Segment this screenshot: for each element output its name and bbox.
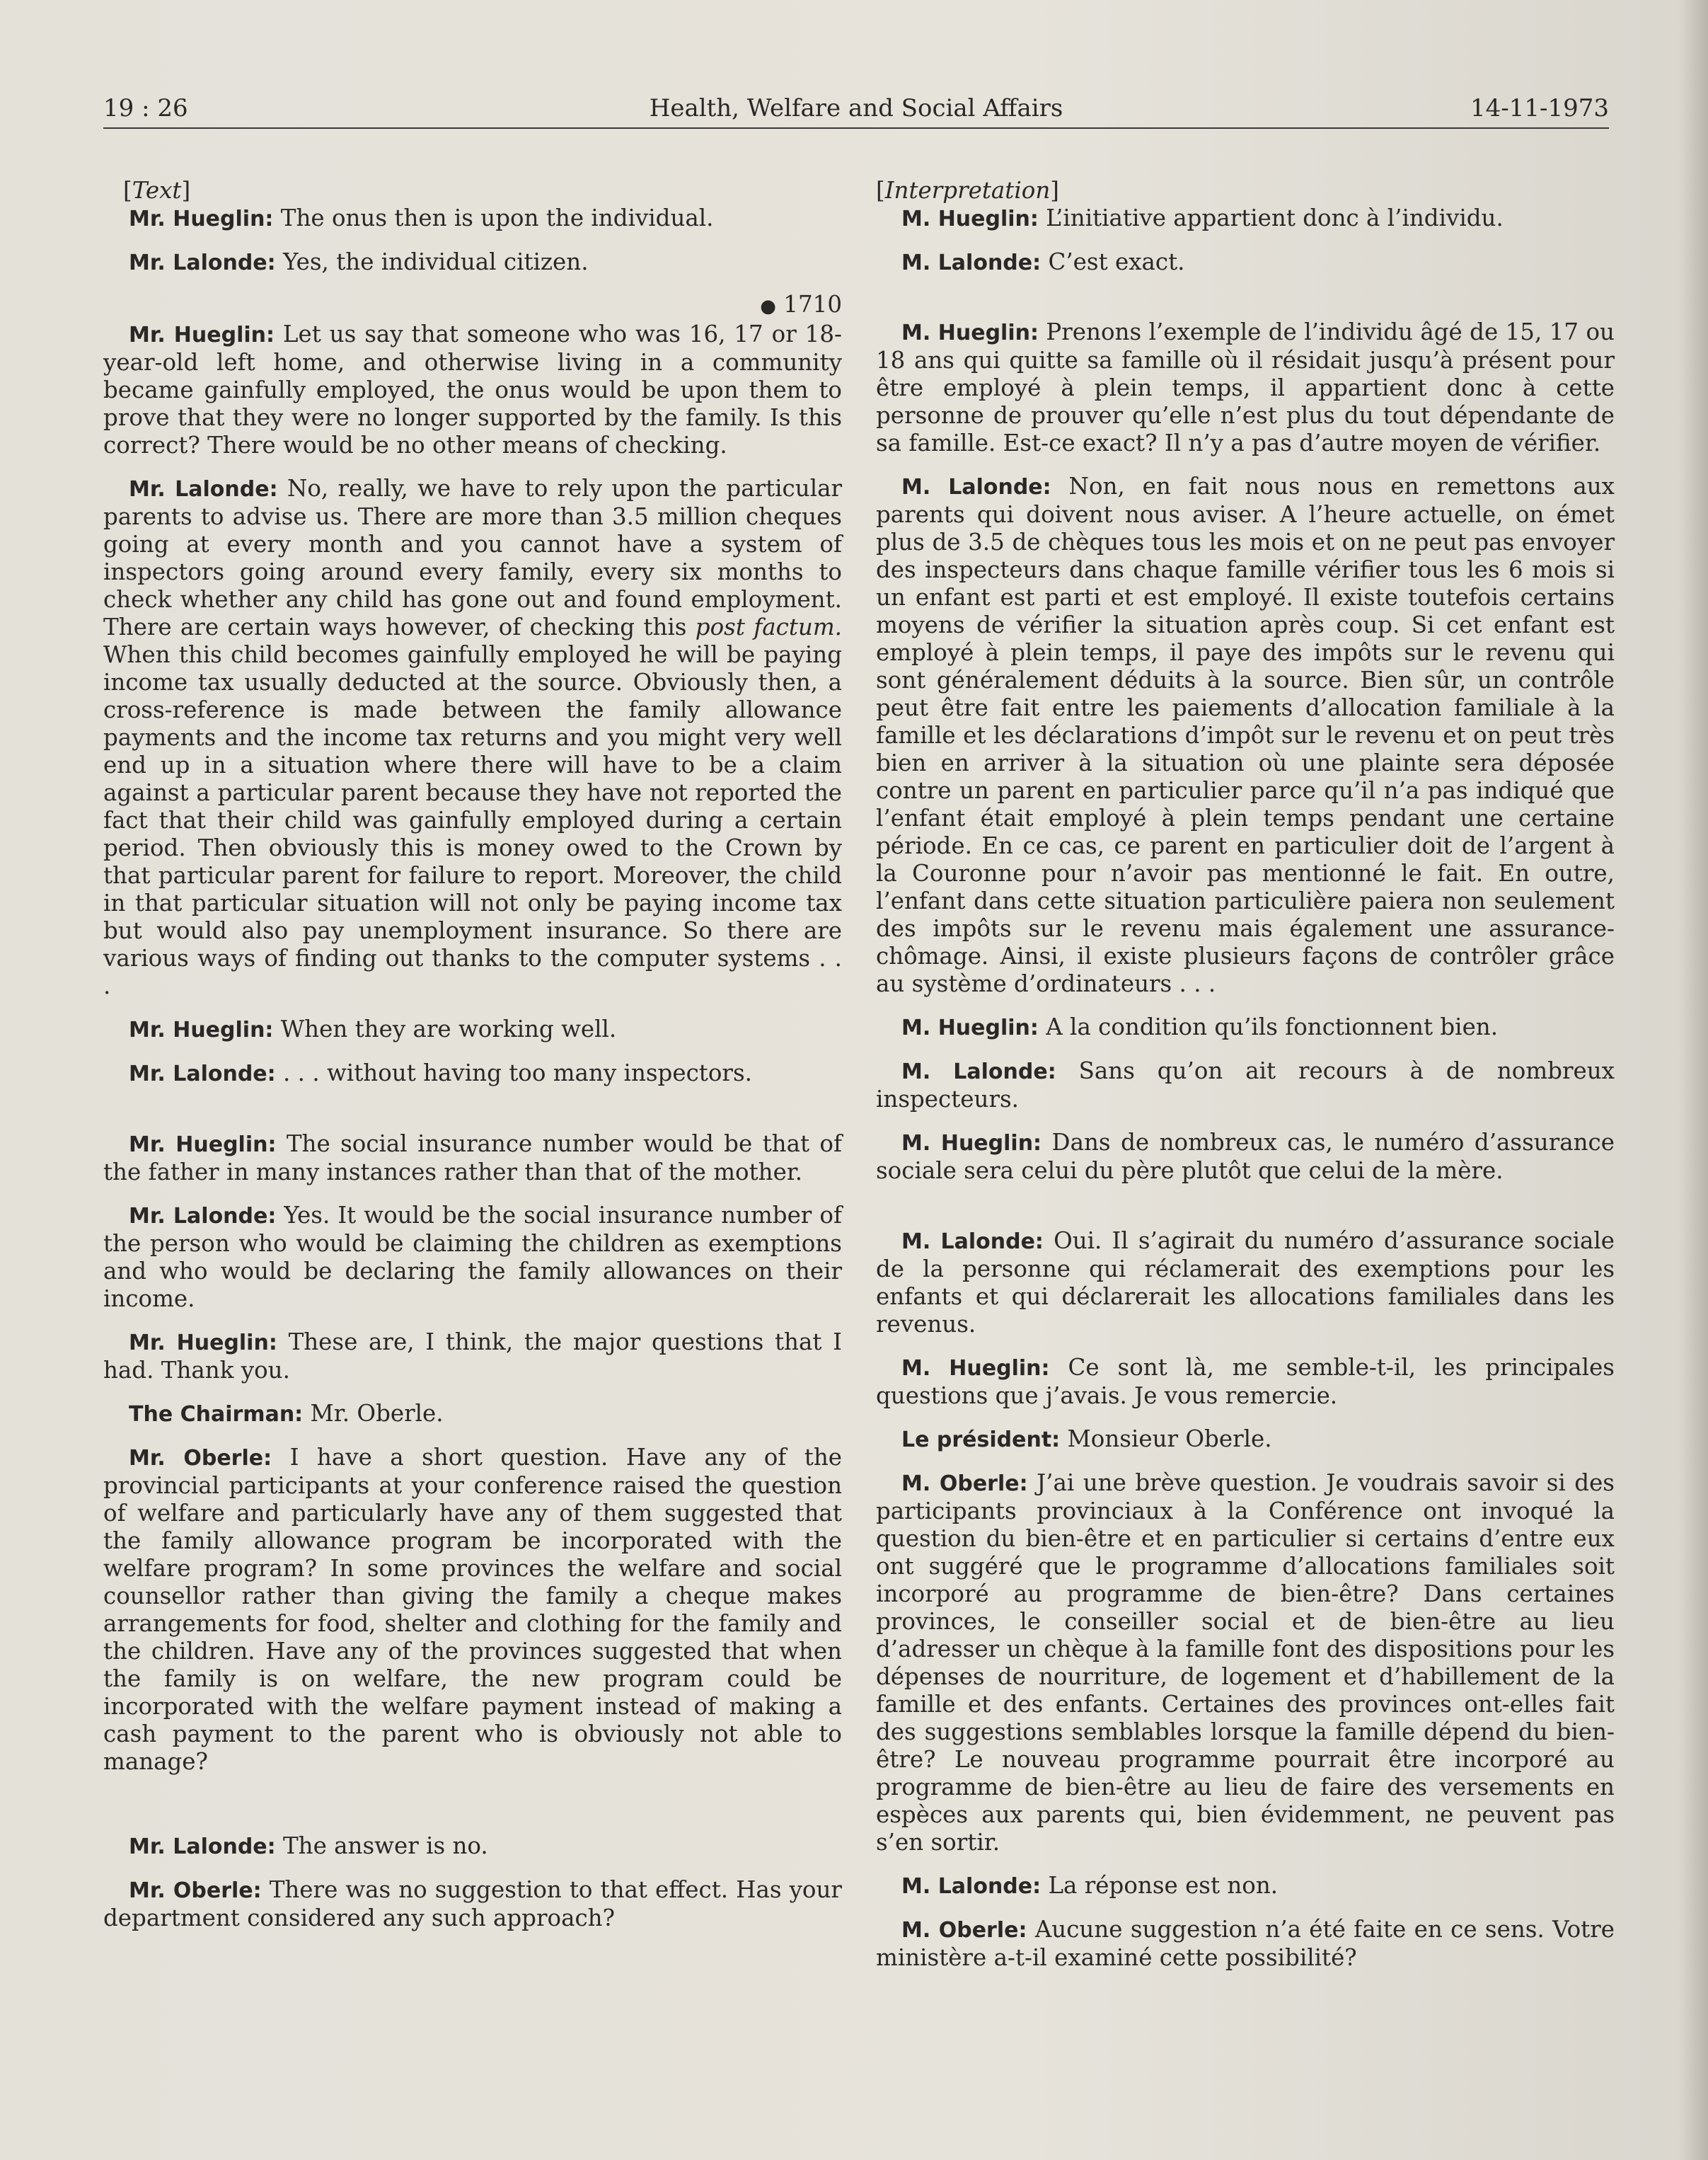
speech-paragraph: M. Lalonde: La réponse est non. bbox=[901, 1872, 1279, 1899]
speaker-name: M. Lalonde: bbox=[901, 1874, 1041, 1899]
speech-paragraph: Mr. Oberle: There was no suggestion to that effect. Has your department considered any such approach? bbox=[103, 1876, 842, 1931]
speaker-name: Le président: bbox=[901, 1427, 1061, 1452]
speech-paragraph: M. Hueglin: Ce sont là, me semble-t-il, les principales questions que j’avais. Je vous remercie. bbox=[876, 1354, 1615, 1409]
speech-paragraph: M. Lalonde: Non, en fait nous nous en remettons aux parents qui doivent nous aviser. A l’heure actuelle, on émet plus de 3.5 de chèques tous les mois et on ne peut pas envoyer des inspecteurs dans chaque famille vérifier tous les 6 mois si un enfant est parti et est employé. Il existe toutefois certains moyens de vérifier la situation après coup. Si cet enfant est employé à plein temps, il paye des impôts sur le revenu qui sont généralement déduits à la source. Bien sûr, un contrôle peut être fait entre les paiements d’allocation familiale à la famille et les déclarations d’impôt sur le revenu et on peut très bien en arriver à la situation où une plainte sera déposée contre un parent en particulier parce qu’il n’a pas indiqué que l’enfant était employé à plein temps pendant une certaine période. En ce cas, ce parent en particulier doit de l’argent à la Couronne pour n’avoir pas mentionné le fait. En outre, l’enfant dans cette situation particulière paiera non seulement des impôts sur le revenu mais également une assurance-chômage. Ainsi, il existe plusieurs façons de contrôler grâce au système d’ordinateurs . . . bbox=[876, 473, 1615, 997]
speech-paragraph: Mr. Hueglin: Let us say that someone who was 16, 17 or 18-year-old left home, and otherwise living in a community became gainfully employed, the onus would be upon them to prove that they were no longer supported by the family. Is this correct? There would be no other means of checking. bbox=[103, 321, 842, 459]
column-label: [Text] bbox=[123, 177, 191, 204]
speaker-name: M. Hueglin: bbox=[901, 207, 1039, 231]
speaker-name: Mr. Oberle: bbox=[129, 1878, 262, 1903]
page-number: 19 : 26 bbox=[103, 94, 188, 122]
speaker-name: M. Lalonde: bbox=[901, 1229, 1044, 1254]
speaker-name: Mr. Hueglin: bbox=[129, 1132, 277, 1157]
speech-paragraph: M. Oberle: Aucune suggestion n’a été faite en ce sens. Votre ministère a-t-il examiné cette possibilité? bbox=[876, 1916, 1615, 1971]
speech-paragraph: Le président: Monsieur Oberle. bbox=[901, 1425, 1272, 1452]
speaker-name: M. Hueglin: bbox=[901, 321, 1039, 345]
speech-paragraph: Mr. Lalonde: No, really, we have to rely upon the particular parents to advise us. There are more than 3.5 million cheques going at every month and you cannot have a system of inspectors going around every family, every six months to check whether any child has gone out and found employment. There are certain ways however, of checking this post factum. When this child becomes gainfully employed he will be paying income tax usually deducted at the source. Obviously then, a cross-reference is made between the family allowance payments and the income tax returns and you might very well end up in a situation where there will have to be a claim against a particular parent because they have not reported the fact that their child was gainfully employed during a certain period. Then obviously this is money owed to the Crown by that particular parent for failure to report. Moreover, the child in that particular situation will not only be paying income tax but would also pay unemployment insurance. So there are various ways of finding out thanks to the computer systems . . . bbox=[103, 475, 842, 999]
speech-paragraph: M. Hueglin: Dans de nombreux cas, le numéro d’assurance sociale sera celui du père plutôt que celui de la mère. bbox=[876, 1129, 1615, 1184]
speaker-name: Mr. Lalonde: bbox=[129, 251, 276, 275]
page-header bbox=[103, 91, 1609, 126]
speaker-name: Mr. Lalonde: bbox=[129, 1204, 277, 1229]
speaker-name: Mr. Oberle: bbox=[129, 1446, 272, 1471]
speech-paragraph: M. Hueglin: A la condition qu’ils fonctionnent bien. bbox=[901, 1013, 1499, 1040]
speech-paragraph: M. Hueglin: Prenons l’exemple de l’individu âgé de 15, 17 ou 18 ans qui quitte sa famille où il résidait jusqu’à présent pour être employé à plein temps, il appartient donc à cette personne de prouver qu’elle n’est plus du tout dépendante de sa famille. Est-ce exact? Il n’y a pas d’autre moyen de vérifier. bbox=[876, 318, 1615, 456]
speaker-name: The Chairman: bbox=[129, 1402, 304, 1427]
speaker-name: M. Oberle: bbox=[901, 1918, 1027, 1943]
speaker-name: M. Lalonde: bbox=[901, 475, 1051, 500]
speaker-name: M. Lalonde: bbox=[901, 1059, 1056, 1084]
speaker-name: Mr. Lalonde: bbox=[129, 477, 278, 502]
speaker-name: M. Oberle: bbox=[901, 1471, 1028, 1496]
speech-paragraph: Mr. Lalonde: . . . without having too many inspectors. bbox=[129, 1059, 752, 1086]
english-column bbox=[103, 177, 842, 1932]
speech-paragraph: Mr. Lalonde: Yes. It would be the social insurance number of the person who would be claiming the children as exemptions and who would be declaring the family allowances on their income. bbox=[103, 1202, 842, 1312]
speaker-name: M. Hueglin: bbox=[901, 1016, 1039, 1040]
column-label: [Interpretation] bbox=[876, 177, 1059, 204]
speech-paragraph: Mr. Hueglin: The onus then is upon the individual. bbox=[129, 205, 714, 231]
speech-paragraph: M. Lalonde: C’est exact. bbox=[901, 248, 1185, 275]
speaker-name: Mr. Hueglin: bbox=[129, 207, 274, 231]
speech-paragraph: M. Hueglin: L’initiative appartient donc à l’individu. bbox=[901, 205, 1504, 231]
speech-paragraph: M. Lalonde: Oui. Il s’agirait du numéro d’assurance sociale de la personne qui réclamerait des exemptions pour les enfants et qui déclarerait les allocations familiales dans les revenus. bbox=[876, 1227, 1615, 1338]
speaker-name: Mr. Lalonde: bbox=[129, 1062, 276, 1086]
speech-paragraph: Mr. Lalonde: Yes, the individual citizen. bbox=[129, 248, 589, 275]
speech-paragraph: Mr. Hueglin: These are, I think, the major questions that I had. Thank you. bbox=[103, 1328, 842, 1384]
speaker-name: Mr. Hueglin: bbox=[129, 1331, 277, 1355]
speaker-name: Mr. Hueglin: bbox=[129, 323, 275, 347]
header-rule bbox=[103, 127, 1609, 129]
speaker-name: Mr. Lalonde: bbox=[129, 1834, 276, 1859]
emphasis: post factum. bbox=[695, 614, 842, 640]
speech-paragraph: Mr. Lalonde: The answer is no. bbox=[129, 1832, 488, 1859]
header-date: 14-11-1973 bbox=[1470, 94, 1609, 122]
speaker-name: M. Hueglin: bbox=[901, 1131, 1042, 1156]
speaker-name: M. Hueglin: bbox=[901, 1356, 1050, 1381]
speech-paragraph: Mr. Oberle: I have a short question. Have any of the provincial participants at your conference raised the question of welfare and particularly have any of them suggested that the family allowance program be incorporated with the welfare program? In some provinces the welfare and social counsellor rather than giving the family a cheque makes arrangements for food, shelter and clothing for the family and the children. Have any of the provinces suggested that when the family is on welfare, the new program could be incorporated with the welfare payment instead of making a cash payment to the parent who is obviously not able to manage? bbox=[103, 1444, 842, 1775]
speech-paragraph: M. Oberle: J’ai une brève question. Je voudrais savoir si des participants provinciaux à la Conférence ont invoqué la question du bien-être et en particulier si certains d’entre eux ont suggéré que le programme d’allocations familiales soit incorporé au programme de bien-être? Dans certaines provinces, le conseiller social et de bien-être au lieu d’adresser un chèque à la famille font des dispositions pour les dépenses de nourriture, de logement et d’habillement de la famille et des enfants. Certaines des provinces ont-elles fait des suggestions semblables lorsque la famille dépend du bien-être? Le nouveau programme pourrait être incorporé au programme de bien-être au lieu de faire des versements en espèces aux parents qui, bien évidemment, ne peuvent pas s’en sortir. bbox=[876, 1469, 1615, 1856]
speech-paragraph: Mr. Hueglin: The social insurance number would be that of the father in many instances rather than that of the mother. bbox=[103, 1130, 842, 1185]
page-edge-shadow bbox=[1680, 0, 1708, 2160]
speech-paragraph: Mr. Hueglin: When they are working well. bbox=[129, 1016, 617, 1042]
time-marker: ● 1710 bbox=[760, 291, 842, 318]
speaker-name: Mr. Hueglin: bbox=[129, 1018, 274, 1042]
french-column bbox=[876, 177, 1615, 1972]
speech-paragraph: The Chairman: Mr. Oberle. bbox=[129, 1400, 444, 1427]
speech-paragraph: M. Lalonde: Sans qu’on ait recours à de nombreux inspecteurs. bbox=[876, 1057, 1615, 1113]
speaker-name: M. Lalonde: bbox=[901, 251, 1041, 275]
running-title: Health, Welfare and Social Affairs bbox=[649, 94, 1063, 122]
